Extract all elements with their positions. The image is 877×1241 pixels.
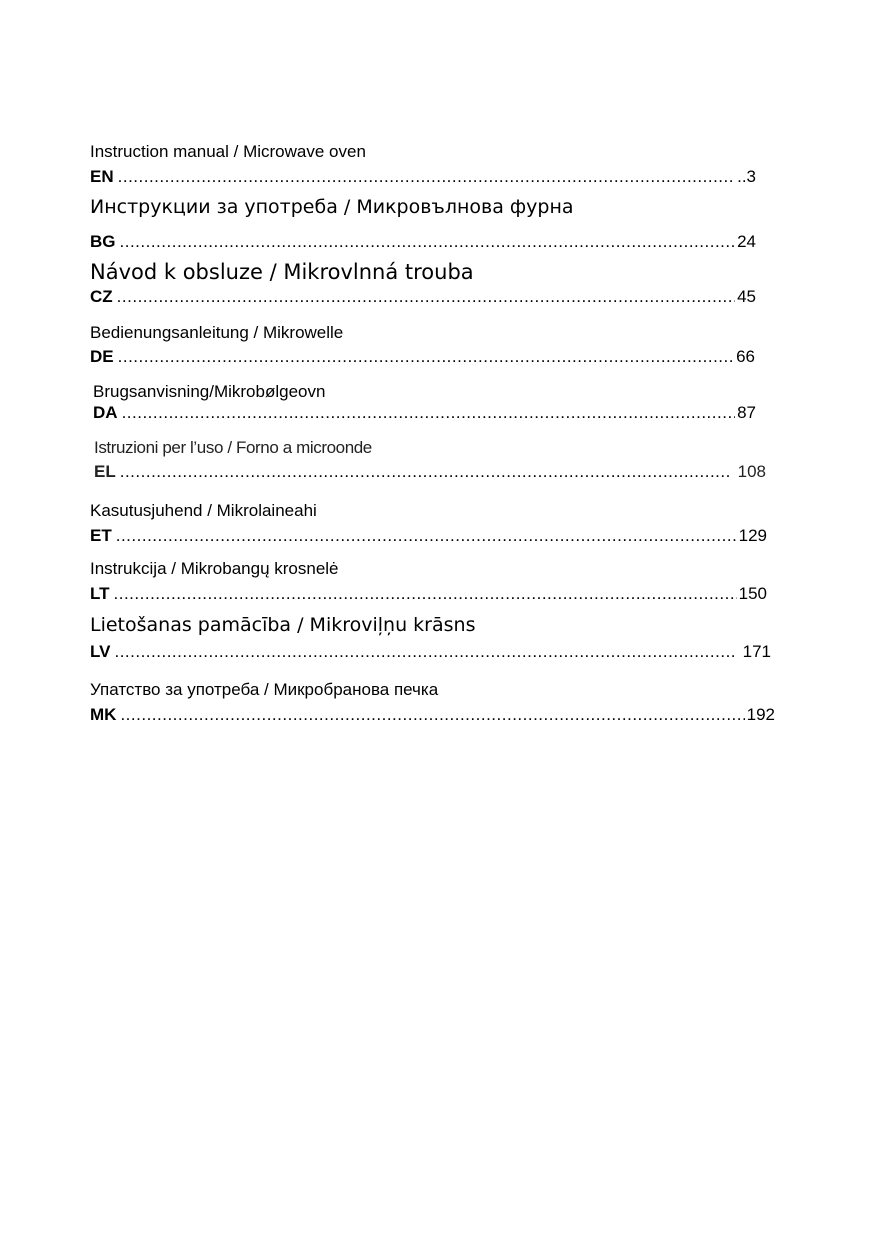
- leader-dots: [117, 288, 735, 305]
- toc-line: [90, 643, 771, 660]
- toc-line: [90, 348, 755, 365]
- toc-line: [90, 168, 756, 185]
- leader-dots: [122, 404, 736, 421]
- leader-dots: [120, 233, 736, 250]
- toc-title: Kasutusjuhend / Mikrolaineahi: [90, 501, 317, 520]
- page-number: ..3: [737, 167, 756, 186]
- page-number: 171: [742, 642, 771, 661]
- toc-line: [90, 706, 775, 723]
- leader-dots: [114, 643, 736, 660]
- page-number: 192: [746, 705, 775, 724]
- language-code: EN: [90, 167, 114, 186]
- toc-title: Упатство за употреба / Микробранова печка: [90, 680, 439, 699]
- leader-dots: [120, 706, 744, 723]
- page-number: 108: [737, 462, 766, 481]
- page-number: 129: [738, 526, 767, 545]
- language-code: LT: [90, 584, 110, 603]
- toc-title: Инструкции за употреба / Микровълнова фурна: [90, 196, 574, 218]
- page-number: 150: [738, 584, 767, 603]
- toc-line: [94, 463, 766, 480]
- toc-title: Instrukcija / Mikrobangų krosnelė: [90, 559, 339, 578]
- leader-dots: [120, 463, 730, 480]
- language-code: DA: [93, 403, 118, 422]
- toc-line: [90, 288, 756, 305]
- leader-dots: [114, 585, 737, 602]
- toc-line: [93, 404, 756, 421]
- toc-line: [90, 585, 767, 602]
- toc-title: Istruzioni per l’uso / Forno a microonde: [94, 438, 372, 457]
- leader-dots: [116, 527, 737, 544]
- toc-title: Instruction manual / Microwave oven: [90, 142, 366, 161]
- leader-dots: [118, 168, 735, 185]
- language-code: CZ: [90, 287, 113, 306]
- language-code: EL: [94, 462, 116, 481]
- leader-dots: [118, 348, 734, 365]
- toc-title: Lietošanas pamācība / Mikroviļņu krāsns: [90, 614, 476, 636]
- toc-title: Bedienungsanleitung / Mikrowelle: [90, 323, 344, 342]
- page-number: 24: [737, 232, 756, 251]
- toc-title: Návod k obsluze / Mikrovlnná trouba: [90, 260, 474, 284]
- language-code: DE: [90, 347, 114, 366]
- toc-title: Brugsanvisning/Mikrobølgeovn: [93, 382, 326, 401]
- page-number: 45: [737, 287, 756, 306]
- toc-line: [90, 527, 767, 544]
- language-code: ET: [90, 526, 112, 545]
- language-code: LV: [90, 642, 111, 661]
- language-code: MK: [90, 705, 117, 724]
- page-number: 66: [736, 347, 755, 366]
- toc-line: [90, 233, 756, 250]
- language-code: BG: [90, 232, 116, 251]
- page-number: 87: [737, 403, 756, 422]
